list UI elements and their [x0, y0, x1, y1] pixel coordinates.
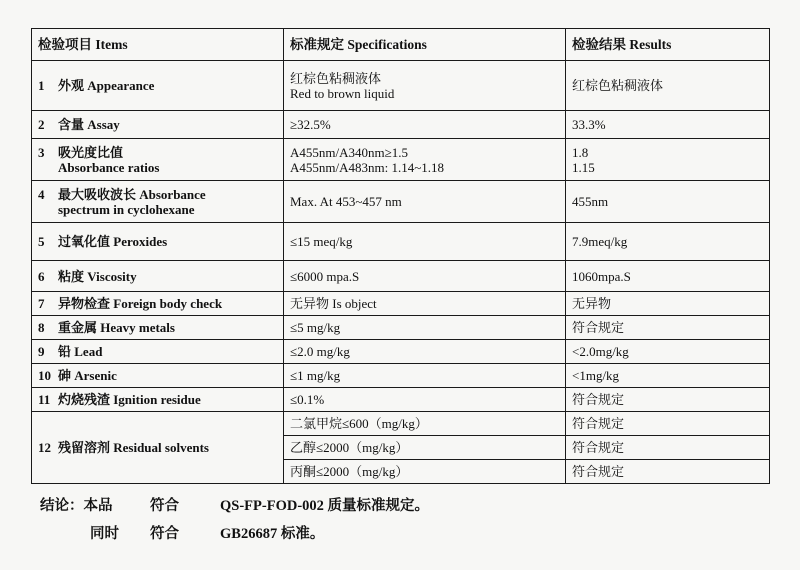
- result-text: <2.0mg/kg: [572, 344, 629, 359]
- result-text: 符合规定: [572, 392, 625, 407]
- spec-cell: [284, 261, 566, 292]
- item-number: 12: [38, 440, 51, 455]
- spec-cell: [284, 139, 566, 181]
- item-name: 砷 Arsenic: [58, 368, 117, 383]
- item-name: 异物检查 Foreign body check: [58, 296, 223, 311]
- header-specifications: 标准规定 Specifications: [284, 29, 566, 61]
- item-name: 吸光度比值: [58, 144, 124, 160]
- result-cell: [566, 111, 770, 139]
- table-row: [32, 388, 770, 412]
- result-cell: [566, 436, 770, 460]
- item-cell: [32, 316, 284, 340]
- item-name: 最大吸收波长 Absorbance: [58, 186, 206, 202]
- item-name-en: Absorbance ratios: [58, 159, 160, 175]
- result-text: 1.15: [572, 159, 595, 175]
- spec-text: 丙酮≤2000（mg/kg）: [290, 464, 409, 479]
- conclusion-verb: 符合: [150, 526, 179, 542]
- spec-cell: [284, 316, 566, 340]
- item-name: 含量 Assay: [58, 117, 120, 132]
- item-name: 灼烧残渣 Ignition residue: [58, 392, 201, 407]
- item-number: 8: [38, 320, 45, 335]
- item-name: 重金属 Heavy metals: [58, 320, 175, 335]
- conclusion-label: 结论：本品: [40, 498, 113, 514]
- result-text: 符合规定: [572, 416, 625, 431]
- result-cell: [566, 261, 770, 292]
- table-row: [32, 139, 770, 181]
- item-cell: [32, 139, 284, 181]
- spec-cell: [284, 436, 566, 460]
- item-cell: [32, 261, 284, 292]
- table-row: [32, 61, 770, 111]
- spec-text: ≤1 mg/kg: [290, 368, 341, 383]
- result-text: 7.9meq/kg: [572, 234, 628, 249]
- spec-text: A455nm/A340nm≥1.5: [290, 144, 408, 160]
- item-number: 1: [38, 78, 45, 93]
- result-cell: [566, 388, 770, 412]
- result-text: 455nm: [572, 194, 609, 209]
- result-cell: [566, 340, 770, 364]
- result-text: 无异物: [572, 296, 612, 311]
- result-cell: [566, 364, 770, 388]
- item-cell: [32, 292, 284, 316]
- result-text: 符合规定: [572, 440, 625, 455]
- item-name: 外观 Appearance: [58, 78, 155, 93]
- table-row: [32, 181, 770, 223]
- result-cell: [566, 316, 770, 340]
- item-cell: [32, 223, 284, 261]
- spec-cell: [284, 412, 566, 436]
- item-number: 11: [38, 392, 51, 407]
- table-row: [32, 111, 770, 139]
- result-cell: [566, 139, 770, 181]
- specification-table: [31, 28, 770, 484]
- item-cell: [32, 181, 284, 223]
- result-cell: [566, 292, 770, 316]
- item-name-en: spectrum in cyclohexane: [58, 201, 195, 217]
- spec-cell: [284, 388, 566, 412]
- result-cell: [566, 412, 770, 436]
- item-cell: [32, 340, 284, 364]
- item-number: 10: [38, 368, 51, 383]
- spec-cell: [284, 111, 566, 139]
- item-name: 粘度 Viscosity: [58, 268, 137, 284]
- conclusion-label: 同时: [90, 526, 119, 542]
- item-cell: [32, 111, 284, 139]
- item-number: 5: [38, 234, 45, 249]
- result-text: 1060mpa.S: [572, 268, 631, 284]
- conclusion-standard: QS-FP-FOD-002 质量标准规定。: [220, 498, 430, 514]
- spec-cell: [284, 223, 566, 261]
- item-number: 6: [38, 268, 45, 284]
- conclusion-standard: GB26687 标准。: [220, 526, 325, 542]
- table-header-row: [32, 29, 770, 61]
- item-number: 9: [38, 344, 45, 359]
- table-row: [32, 340, 770, 364]
- spec-cell: [284, 460, 566, 484]
- item-name: 残留溶剂 Residual solvents: [58, 440, 209, 455]
- spec-text: 乙醇≤2000（mg/kg）: [290, 440, 409, 455]
- item-cell: [32, 364, 284, 388]
- result-cell: [566, 223, 770, 261]
- item-number: 3: [38, 144, 45, 160]
- header-items: 检验项目 Items: [32, 29, 284, 61]
- table-row: [32, 412, 770, 436]
- item-number: 7: [38, 296, 45, 311]
- item-cell: [32, 388, 284, 412]
- item-cell: [32, 412, 284, 484]
- result-text: 33.3%: [572, 117, 606, 132]
- result-text: <1mg/kg: [572, 368, 620, 383]
- spec-text: Max. At 453~457 nm: [290, 194, 402, 209]
- spec-cell: [284, 292, 566, 316]
- spec-text: ≤15 meq/kg: [290, 234, 353, 249]
- item-number: 2: [38, 117, 45, 132]
- table-row: [32, 316, 770, 340]
- spec-text: ≤0.1%: [290, 392, 325, 407]
- spec-text: 红棕色粘稠液体: [290, 70, 382, 86]
- header-results: 检验结果 Results: [566, 29, 770, 61]
- spec-text: ≤5 mg/kg: [290, 320, 341, 335]
- result-text: 符合规定: [572, 464, 625, 479]
- result-text: 红棕色粘稠液体: [572, 78, 664, 93]
- result-cell: [566, 460, 770, 484]
- spec-cell: [284, 61, 566, 111]
- spec-cell: [284, 364, 566, 388]
- table-row: [32, 364, 770, 388]
- table-row: [32, 292, 770, 316]
- result-cell: [566, 181, 770, 223]
- spec-text: Red to brown liquid: [290, 85, 395, 101]
- table-row: [32, 261, 770, 292]
- item-number: 4: [38, 186, 45, 202]
- spec-text: 无异物 Is object: [290, 296, 377, 311]
- result-text: 符合规定: [572, 320, 625, 335]
- result-cell: [566, 61, 770, 111]
- result-text: 1.8: [572, 144, 589, 160]
- spec-cell: [284, 340, 566, 364]
- conclusion-verb: 符合: [150, 498, 179, 514]
- spec-text: ≤6000 mpa.S: [290, 268, 360, 284]
- table-row: [32, 223, 770, 261]
- item-name: 过氧化值 Peroxides: [58, 234, 168, 249]
- spec-text: 二氯甲烷≤600（mg/kg）: [290, 416, 428, 431]
- spec-text: ≥32.5%: [290, 117, 331, 132]
- spec-cell: [284, 181, 566, 223]
- item-cell: [32, 61, 284, 111]
- item-name: 铅 Lead: [58, 344, 103, 359]
- spec-text: ≤2.0 mg/kg: [290, 344, 350, 359]
- spec-text: A455nm/A483nm: 1.14~1.18: [290, 159, 445, 175]
